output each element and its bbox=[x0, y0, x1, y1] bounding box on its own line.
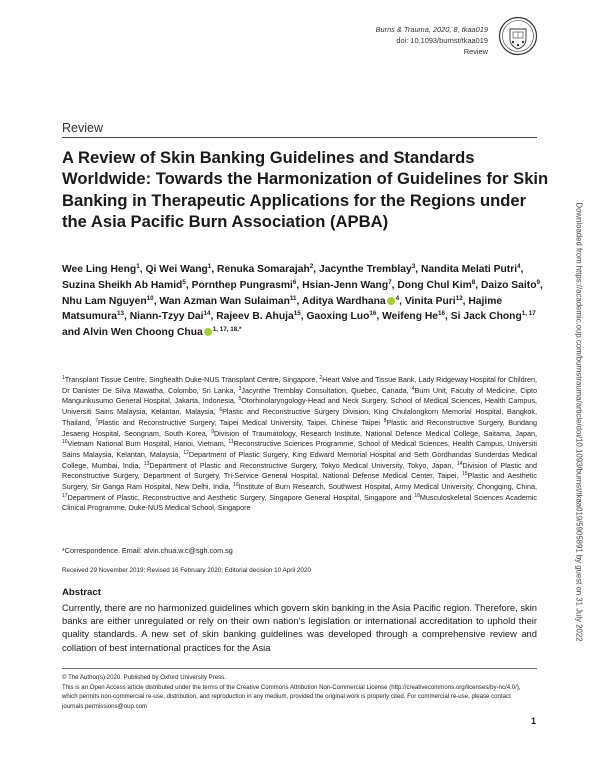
page-number: 1 bbox=[531, 716, 537, 726]
orcid-icon[interactable] bbox=[204, 328, 212, 336]
author-name: Hsian-Jenn Wang bbox=[302, 279, 389, 291]
affiliation-marker: 5 bbox=[238, 396, 242, 403]
author bbox=[217, 264, 313, 275]
author bbox=[302, 280, 392, 291]
author-name: Nandita Melati Putri bbox=[420, 264, 518, 275]
author-affiliation-marker: 4 bbox=[517, 263, 521, 270]
author-name: Dong Chul Kim bbox=[397, 279, 472, 291]
author-name: Jacynthe Tremblay bbox=[319, 264, 412, 275]
author-affiliation-marker: 10 bbox=[146, 294, 154, 302]
author-affiliation-marker: 6 bbox=[292, 278, 297, 286]
affiliation-text: Vietnam National Burn Hospital, Hanoi, Vietnam, bbox=[67, 439, 226, 449]
author-affiliation-marker: 15 bbox=[293, 310, 301, 318]
author-name: Rajeev B. Ahuja bbox=[216, 311, 294, 323]
author bbox=[451, 311, 536, 322]
author-affiliation-marker: 4 bbox=[395, 294, 400, 302]
affiliation bbox=[95, 418, 380, 427]
journal-citation: Burns & Trauma, 2020, 8, tkaa019 bbox=[375, 25, 488, 34]
author bbox=[302, 296, 399, 307]
affiliation-marker: 12 bbox=[183, 449, 189, 456]
affiliation bbox=[144, 461, 454, 470]
affiliation-text: Reconstructive Sciences Programme, School of Medical Sciences, Health Campus, Universiti Sains Malaysia, Kelantan, Malaysia, bbox=[62, 439, 537, 459]
author-affiliation-marker: 16 bbox=[369, 310, 377, 318]
affiliation-text: Jacynthe Tremblay Consultation, Quebec, Canada, bbox=[241, 385, 409, 395]
author-name: Nhu Lam Nguyen bbox=[62, 295, 147, 307]
affiliation-text: Plastic and Reconstructive Surgery, Bundang Jesaeng Hospital, Seongnam, South Korea, bbox=[62, 417, 537, 438]
author-affiliation-marker: 8 bbox=[471, 278, 476, 286]
affiliation-text: Otorhinolaryngology-Head and Neck Surgery, School of Medical Sciences, Health Campus, Universiti Sains Malaysia, Kelantan, Malaysia, bbox=[62, 396, 537, 417]
affiliation-marker: 10 bbox=[62, 439, 68, 446]
author bbox=[62, 280, 186, 291]
affiliations bbox=[62, 375, 537, 514]
footer-license bbox=[62, 673, 527, 711]
affiliation-marker: 15 bbox=[462, 471, 468, 478]
affiliation-marker: 1 bbox=[62, 375, 65, 381]
author bbox=[405, 296, 463, 307]
affiliation-marker: 4 bbox=[411, 385, 415, 392]
author bbox=[319, 264, 415, 275]
affiliation-marker: 13 bbox=[143, 460, 150, 467]
affiliation-text: Plastic and Reconstructive Surgery Division, King Chulalongkorn Memorial Hospital, Bangkok, Thailand, bbox=[62, 407, 538, 427]
author-affiliation-marker: 16 bbox=[438, 310, 446, 318]
author-name: Qi Wei Wang bbox=[145, 264, 208, 275]
header-divider bbox=[62, 137, 537, 138]
orcid-icon[interactable] bbox=[387, 297, 395, 305]
affiliation-text: Plastic and Aesthetic Surgery, Sir Ganga Ram Hospital, New Delhi, India, bbox=[62, 471, 537, 492]
affiliation bbox=[62, 493, 412, 502]
affiliation-text: Department of Plastic and Reconstructive Surgery, Tokyo Medical University, Tokyo, Japan, bbox=[149, 460, 454, 470]
footer-divider bbox=[62, 668, 537, 669]
author-affiliation-marker: 1, 17 bbox=[521, 310, 536, 318]
affiliation-marker: 8 bbox=[383, 417, 387, 424]
author-name: Renuka Somarajah bbox=[217, 264, 310, 275]
journal-meta bbox=[288, 24, 488, 57]
author-name: Niann-Tzyy Dai bbox=[129, 311, 204, 323]
author bbox=[397, 280, 475, 291]
affiliation-marker: 17 bbox=[62, 492, 68, 499]
author bbox=[481, 280, 540, 291]
author-name: Aditya Wardhana bbox=[301, 295, 386, 307]
author bbox=[306, 311, 376, 322]
abstract-body: Currently, there are no harmonized guidelines which govern skin banking in the Asia Pacific region. Therefore, skin banks are either unregulated or rely on their own nation's legislation or international accreditation to uphold their quality standards. A new set of skin banking guidelines was developed through a comprehensive review and collation of best international practices for the Asia bbox=[62, 602, 537, 653]
author-name: Daizo Saito bbox=[480, 279, 537, 291]
affiliation-marker: 14 bbox=[456, 460, 463, 467]
author-name: Gaoxing Luo bbox=[306, 311, 370, 323]
affiliation-marker: 3 bbox=[238, 385, 242, 392]
affiliation bbox=[62, 375, 317, 384]
affiliation-marker: 11 bbox=[228, 439, 234, 446]
author bbox=[421, 264, 521, 275]
author-affiliation-marker: 9 bbox=[536, 278, 540, 286]
author bbox=[145, 264, 211, 275]
author bbox=[192, 280, 297, 291]
affiliation-marker: 7 bbox=[95, 417, 98, 424]
author-name: Hajime Matsumura bbox=[62, 295, 503, 323]
download-watermark: Downloaded from https://academic.oup.com/burnstrauma/article/doi/10.1093/burnst/tkaa019/5905891 by guest on 31 July 2022 bbox=[574, 202, 584, 642]
author bbox=[62, 264, 140, 275]
affiliation-text: Division of Plastic and Reconstructive Surgery, Department of Surgery, Tri-Service General Hospital, National Defense Medical Center, Taipei, bbox=[62, 460, 538, 481]
affiliation-marker: 6 bbox=[219, 407, 223, 414]
affiliation-text: Burn Unit, Faculty of Medicine, Cipto Mangunkusumo General Hospital, Jakarta, Indonesia, bbox=[62, 385, 537, 406]
copyright-line: © The Author(s) 2020. Published by Oxford University Press. bbox=[62, 674, 226, 681]
section-label: Review bbox=[463, 47, 488, 56]
affiliation bbox=[233, 482, 537, 491]
author-name: Weifeng He bbox=[382, 311, 439, 323]
affiliation-marker: 16 bbox=[233, 482, 239, 489]
author-connector: and bbox=[62, 327, 81, 339]
author-name: Suzina Sheikh Ab Hamid bbox=[62, 279, 183, 291]
author-name: Wan Azman Wan Sulaiman bbox=[159, 295, 290, 307]
author bbox=[159, 296, 296, 307]
affiliation-marker: 9 bbox=[211, 428, 214, 435]
affiliation bbox=[62, 439, 226, 448]
affiliation-marker: 18 bbox=[414, 492, 420, 499]
affiliation-marker: 2 bbox=[319, 375, 323, 381]
license-text: This is an Open Access article distributed under the terms of the Creative Commons Attribution Non-Commercial License (http://creativecommons.org/licenses/by-nc/4.0/), which permits non-commercial re-use, distribution, and reproduction in any medium, provided the original work is properly cited. For commercial re-use, please contact journals.permissions@oup.com bbox=[62, 683, 521, 710]
author-list: Wee Ling Heng$^1$, Qi Wei Wang$^1$, Renuka Somarajah$^2$, Jacynthe Tremblay$^3$, Nandita Melati Putri$^4$, Suzina Sheikh Ab Hamid$^5$, Pornthep Pungrasmi$^6$, Hsian-Jenn Wang$^7$, Dong Chul Kim$^8$, Daizo Saito$^9$, Nhu Lam Nguyen$^{10}$, Wan Azman Wan Sulaiman$^{11}$, Aditya Wardhana $^4$, Vinita Puri$^{12}$, Hajime Matsumura$^{13}$, Niann-Tzyy Dai$^{14}$, Rajeev B. Ahuja$^{15}$, Gaoxing Luo$^{16}$, Weifeng He$^{16}$, Si Jack Chong$^{1, 17}$ and Alvin Wen Choong Chua $^{1, 17, 18,*}$ bbox=[62, 263, 543, 339]
author-affiliation-marker: 5 bbox=[182, 278, 186, 286]
author-affiliation-marker: 11 bbox=[289, 294, 297, 302]
affiliation-text: Plastic and Reconstructive Surgery, Taipei Medical University, Taipei, Chinese Taipei bbox=[97, 417, 380, 427]
author-affiliation-marker: 12 bbox=[455, 294, 463, 302]
affiliation-text: Musculoskeletal Sciences Academic Clinical Programme, Duke-NUS Medical School, Singapore bbox=[62, 492, 537, 513]
affiliation-text: Department of Plastic, Reconstructive and Aesthetic Surgery, Singapore General Hospital, Singapore and bbox=[67, 492, 412, 502]
author-affiliation-marker: 1 bbox=[207, 263, 212, 270]
author-affiliation-marker: 14 bbox=[203, 310, 211, 318]
author-name: Wee Ling Heng bbox=[62, 264, 137, 275]
author bbox=[130, 311, 211, 322]
oxford-seal-icon bbox=[498, 16, 538, 56]
author-name: Si Jack Chong bbox=[450, 311, 522, 323]
received-dates: Received 29 November 2019; Revised 16 February 2020; Editorial decision 10 April 2020 bbox=[62, 567, 311, 574]
affiliation-text: Transplant Tissue Centre, Singhealth Duke-NUS Transplant Centre, Singapore, bbox=[64, 375, 318, 384]
affiliation bbox=[239, 386, 409, 395]
author-affiliation-marker: 7 bbox=[388, 278, 392, 286]
author-name: Vinita Puri bbox=[404, 295, 456, 307]
author-affiliation-marker: 1, 17, 18,* bbox=[212, 326, 242, 334]
author-name: Alvin Wen Choong Chua bbox=[82, 327, 203, 339]
author bbox=[83, 327, 242, 338]
affiliation bbox=[211, 429, 537, 438]
doi[interactable]: doi: 10.1093/burnst/tkaa019 bbox=[396, 36, 488, 45]
affiliation-text: Department of Plastic Surgery, King Edward Memorial Hospital and Seth Gordhandas Sunderdas Medical College, Mumbai, India, bbox=[62, 449, 537, 470]
author-affiliation-marker: 13 bbox=[116, 310, 124, 318]
correspondence: *Correspondence. Email: alvin.chua.w.c@sgh.com.sg bbox=[62, 546, 233, 555]
affiliation-text: Institute of Burn Research, Southwest Hospital, Army Medical University, Chongqing, China, bbox=[238, 482, 537, 492]
abstract-heading: Abstract bbox=[62, 587, 101, 598]
paper-title: A Review of Skin Banking Guidelines and Standards Worldwide: Towards the Harmonization of Guidelines for Skin Banking in Therapeutic Applications for the Regions under the Asia Pacific Burn Association (APBA) bbox=[62, 148, 549, 232]
affiliation-text: Heart Valve and Tissue Bank, Lady Ridgeway Hospital for Children, Dr Danister De Silva Mawatha, Colombo, Sri Lanka, bbox=[62, 375, 537, 395]
author-name: Pornthep Pungrasmi bbox=[191, 279, 293, 291]
author bbox=[382, 311, 445, 322]
author-affiliation-marker: 1 bbox=[136, 263, 140, 270]
author-affiliation-marker: 2 bbox=[309, 263, 314, 270]
author-affiliation-marker: 3 bbox=[411, 263, 416, 270]
article-type: Review bbox=[62, 121, 103, 135]
affiliation-text: Division of Traumatology, Research Institute, National Defence Medical College, Saitama, Japan, bbox=[213, 428, 537, 438]
author bbox=[216, 311, 300, 322]
author bbox=[62, 296, 154, 307]
